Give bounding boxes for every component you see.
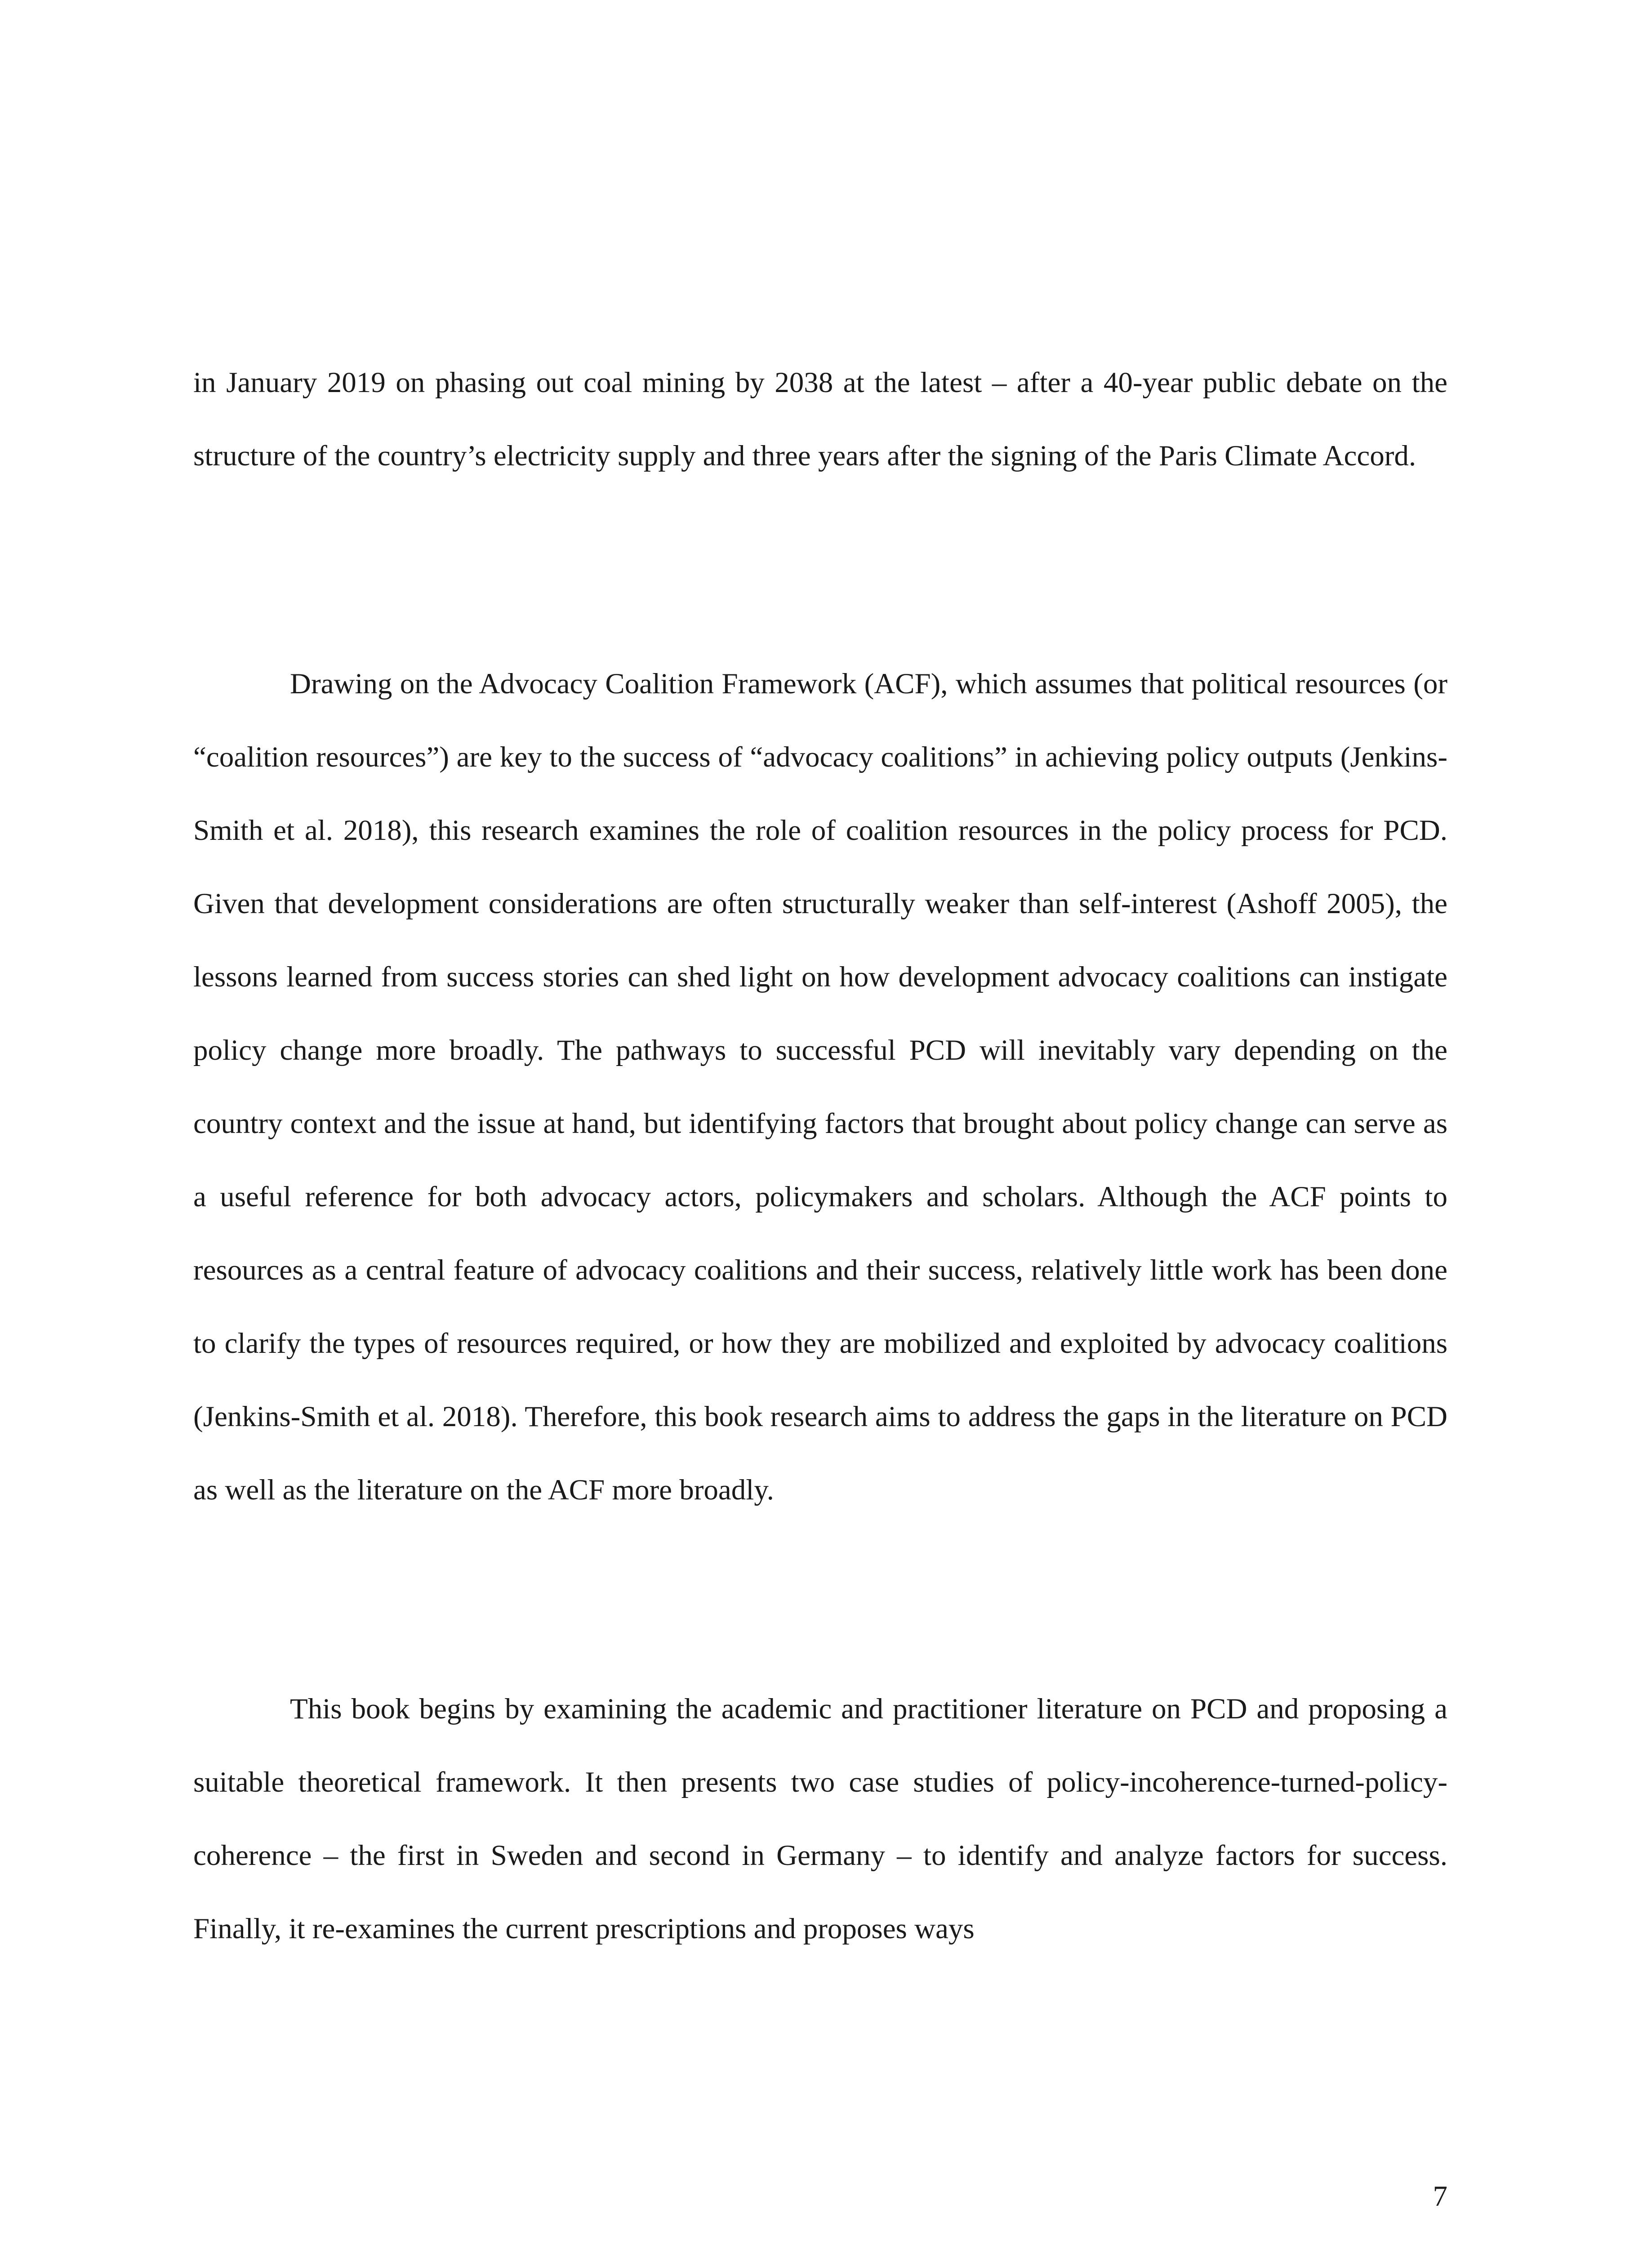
page-number: 7 (1433, 2180, 1447, 2212)
paragraph-continuation: in January 2019 on phasing out coal mining by 2038 at the latest – after a 40-year public debate on the structure of the country’s electricity supply and three years after the signing of the Paris Climate Accord. (193, 366, 1447, 472)
paragraph-book-outline: This book begins by examining the academic and practitioner literature on PCD and proposing a suitable theoretical framework. It then presents two case studies of policy-incoherence-turned-policy-coherence – the first in Sweden and second in Germany – to identify and analyze factors for success. Finally, it re-examines the current prescriptions and proposes ways (193, 1693, 1447, 1945)
paragraph-acf-framework: Drawing on the Advocacy Coalition Framework (ACF), which assumes that political resources (or “coalition resources”) are key to the success of “advocacy coalitions” in achieving policy outputs (Jenkins-Smith et al. 2018), this research examines the role of coalition resources in the policy process for PCD. Given that development considerations are often structurally weaker than self-interest (Ashoff 2005), the lessons learned from success stories can shed light on how development advocacy coalitions can instigate policy change more broadly. The pathways to successful PCD will inevitably vary depending on the country context and the issue at hand, but identifying factors that brought about policy change can serve as a useful reference for both advocacy actors, policymakers and scholars. Although the ACF points to resources as a central feature of advocacy coalitions and their success, relatively little work has been done to clarify the types of resources required, or how they are mobilized and exploited by advocacy coalitions (Jenkins-Smith et al. 2018). Therefore, this book research aims to address the gaps in the literature on PCD as well as the literature on the ACF more broadly. (193, 668, 1447, 1506)
